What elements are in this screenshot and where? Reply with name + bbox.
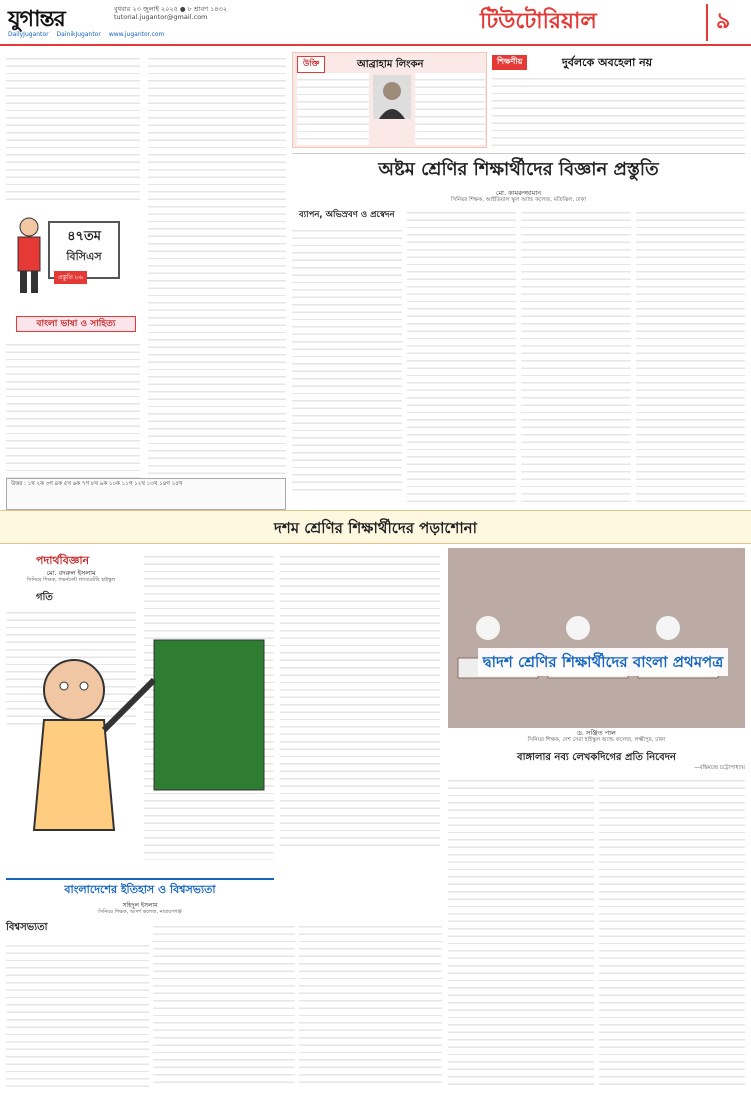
bcs-badge-mid: বিসিএস — [66, 250, 102, 263]
quote-label: উক্তি — [297, 56, 325, 73]
science-author: মো. কামরুজ্জামান — [495, 189, 542, 197]
lesson-label: শিক্ষণীয় — [492, 55, 527, 70]
quote-text-right — [415, 73, 485, 145]
page-number: ৯ — [706, 4, 730, 41]
science-title: অষ্টম শ্রেণির শিক্ষার্থীদের বিজ্ঞান প্রস্তুতি — [292, 153, 745, 185]
twelfth-grade-title: দ্বাদশ শ্রেণির শিক্ষার্থীদের বাংলা প্রথমপত্র — [478, 648, 728, 676]
science-columns — [292, 206, 745, 506]
history-title: বাংলাদেশের ইতিহাস ও বিশ্বসভ্যতা — [6, 878, 274, 898]
quote-box — [292, 52, 487, 148]
physics-middle-column — [280, 550, 440, 850]
bcs-questions-b — [148, 52, 286, 510]
facebook-link[interactable]: DailyJugantor — [8, 31, 49, 38]
dateline: বুধবার ২৩ জুলাই ২০২৫ ● ৮ শ্রাবণ ১৪৩২ — [114, 5, 228, 13]
physics-chapter: গতি — [36, 592, 53, 603]
science-col-2 — [407, 206, 517, 506]
quote-author-name: আব্রাহাম লিংকন — [357, 59, 424, 70]
bangla-col-1 — [448, 774, 594, 1088]
twelfth-author-sub: সিনিয়র শিক্ষক, দেশ সেরা হাইস্কুল অ্যান্ড কলেজ, লক্ষ্মীপুর, ঢাকা — [527, 737, 666, 743]
answer-key-box: উত্তর : ১খ ২ক ৩গ ৪ক ৫খ ৬ক ৭গ ৮খ ৯ক ১০ক ১১গ ১২খ ১৩খ ১৪গ ১৫খ — [6, 478, 286, 510]
science-col-4 — [636, 206, 746, 506]
lincoln-portrait-icon — [373, 75, 411, 119]
history-author-sub: সিনিয়র শিক্ষক, আদর্শ কলেজ, নারায়ণগঞ্জ — [98, 909, 182, 915]
bangla-lesson-title: বাঙ্গালার নব্য লেখকদিগের প্রতি নিবেদন — [517, 752, 676, 763]
lesson-title: দুর্বলকে অবহেলা নয় — [562, 56, 653, 69]
bcs-badge-label: প্রস্তুতি ৮৬ — [54, 271, 87, 284]
history-col-2 — [153, 920, 296, 1088]
website-link[interactable]: www.jugantor.com — [108, 31, 165, 38]
science-subtitle: ব্যাপন, অভিস্রবণ ও প্রস্বেদন — [298, 210, 395, 220]
science-col-3 — [521, 206, 631, 506]
history-col-1 — [6, 920, 149, 1088]
bangla-lesson-author: —বঙ্কিমচন্দ্র চট্টোপাধ্যায় — [694, 765, 745, 771]
physics-author: মো. বদরুল ইসলাম — [46, 569, 96, 577]
history-col-1-text — [6, 939, 149, 1089]
bcs-badge-box — [10, 207, 135, 302]
masthead — [0, 0, 751, 46]
social-links — [8, 31, 164, 38]
tenth-grade-title: দশম শ্রেণির শিক্ষার্থীদের পড়াশোনা — [0, 510, 751, 544]
bcs-badge — [48, 221, 120, 279]
lesson-box — [492, 52, 745, 148]
bangla-columns — [448, 774, 745, 1088]
bcs-badge-top: ৪৭তম — [67, 229, 101, 244]
history-author: সহিদুল ইসলাম — [122, 902, 158, 909]
bangla-col-2 — [599, 774, 745, 1088]
history-col-3 — [299, 920, 442, 1088]
newspaper-logo[interactable]: যুগান্তর — [8, 6, 65, 32]
teacher-figure-icon — [10, 215, 48, 295]
quote-text-left — [297, 73, 369, 145]
bangla-language-label: বাংলা ভাষা ও সাহিত্য — [16, 316, 136, 332]
physics-title: পদার্থবিজ্ঞান — [36, 554, 90, 567]
top-right-boxes — [292, 52, 745, 148]
bcs-questions-a — [6, 52, 140, 200]
twelfth-author: ড. সঞ্জিত পাল — [577, 729, 616, 737]
science-col-1-text — [292, 224, 402, 494]
email-line[interactable]: tutorial.jugantor@gmail.com — [114, 13, 208, 21]
science-col-1 — [292, 206, 402, 506]
science-author-sub: সিনিয়র শিক্ষক, আইডিয়াল স্কুল অ্যান্ড কলেজ, মতিঝিল, ঢাকা — [451, 197, 586, 203]
section-title: টিউটোরিয়াল — [480, 9, 597, 34]
history-columns — [6, 920, 442, 1088]
teacher-illustration-icon — [4, 620, 274, 850]
history-section-heading: বিশ্বসভ্যতা — [6, 922, 48, 933]
lesson-text — [492, 72, 745, 148]
youtube-link[interactable]: DainikJugantor — [56, 31, 101, 38]
physics-author-sub: সিনিয়র শিক্ষক, গভর্নমেন্ট ল্যাবরেটরি হাইস্কুল — [26, 577, 116, 583]
bcs-column — [6, 52, 286, 510]
